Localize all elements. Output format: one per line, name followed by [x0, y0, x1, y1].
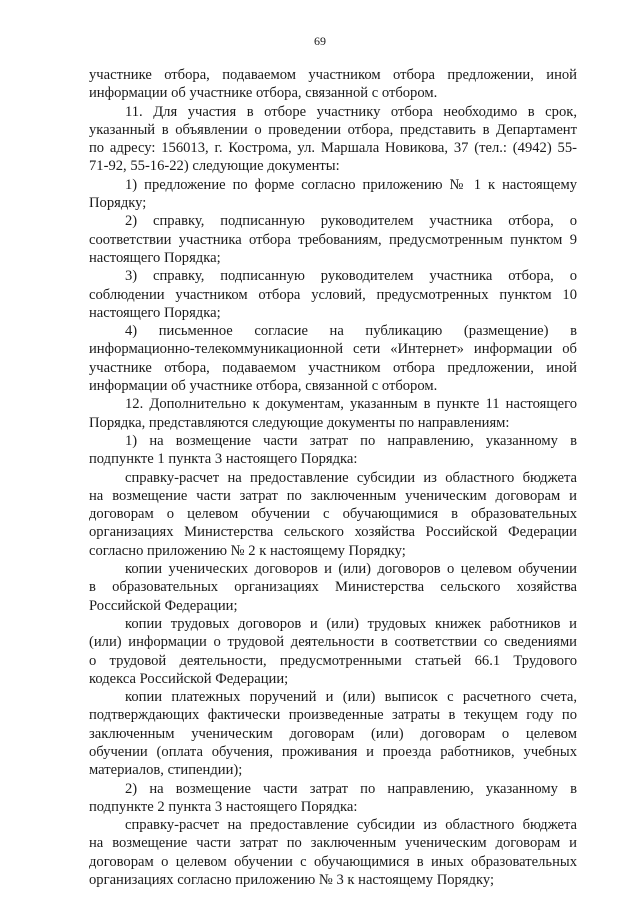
text-line: подпункте 2 пункта 3 настоящего Порядка:	[89, 798, 358, 815]
text-line: соответствии участника отбора требованиям, предусмотренным пунктом 9	[89, 231, 577, 248]
text-line: указанный в объявлении о проведении отбора, представить в Департамент	[89, 121, 577, 138]
text-line: 12. Дополнительно к документам, указанным в пункте 11 настоящего	[125, 396, 577, 413]
text-line: участнике отбора, подаваемом участником отбора предложении, иной	[89, 359, 577, 376]
text-line: согласно приложению № 2 к настоящему Порядку;	[89, 542, 406, 559]
text-line: информационно-телекоммуникационной сети «Интернет» информации об	[89, 341, 577, 358]
text-line: копии платежных поручений и (или) выписок с расчетного счета,	[125, 689, 577, 706]
text-line: по адресу: 156013, г. Кострома, ул. Маршала Новикова, 37 (тел.: (4942) 55-	[89, 140, 577, 157]
page-number: 69	[314, 34, 326, 48]
text-line: (или) информации о трудовой деятельности в соответствии со сведениями	[89, 634, 577, 651]
text-line: 71-92, 55-16-22) следующие документы:	[89, 158, 340, 175]
text-line: Российской Федерации;	[89, 597, 238, 614]
text-line: 1) предложение по форме согласно приложению № 1 к настоящему	[125, 176, 577, 193]
text-line: настоящего Порядка;	[89, 304, 221, 321]
text-line: договорам о целевом обучении с обучающимися в образовательных	[89, 506, 577, 523]
text-line: материалов, стипендии);	[89, 762, 243, 779]
text-line: 2) справку, подписанную руководителем участника отбора, о	[125, 213, 577, 230]
text-line: о трудовой деятельности, предусмотренными статьей 66.1 Трудового	[89, 652, 577, 669]
text-line: справку-расчет на предоставление субсидии из областного бюджета	[125, 817, 577, 834]
text-line: соблюдении участником отбора условий, предусмотренных пунктом 10	[89, 286, 577, 303]
text-line: подтверждающих фактически произведенные затраты в текущем году по	[89, 707, 577, 724]
text-line: 1) на возмещение части затрат по направлению, указанному в	[125, 432, 577, 449]
document-body	[89, 66, 577, 889]
text-line: обучении (оплата обучения, проживания и проезда работников, учебных	[89, 743, 577, 760]
text-line: организациях согласно приложению № 3 к настоящему Порядку;	[89, 872, 495, 889]
text-line: справку-расчет на предоставление субсидии из областного бюджета	[125, 469, 577, 486]
text-line: кодекса Российской Федерации;	[89, 670, 289, 687]
text-line: 2) на возмещение части затрат по направлению, указанному в	[125, 780, 577, 797]
text-line: договорам о целевом обучении с обучающимися в иных образовательных	[89, 853, 577, 870]
text-line: 11. Для участия в отборе участнику отбора необходимо в срок,	[125, 103, 577, 120]
text-line: информации об участнике отбора, связанной с отбором.	[89, 378, 438, 395]
text-line: на возмещение части затрат по заключенным ученическим договорам и	[89, 835, 577, 852]
text-line: информации об участнике отбора, связанной с отбором.	[89, 85, 438, 102]
text-line: заключенным ученическим договорам (или) договорам о целевом	[89, 725, 577, 742]
text-line: участнике отбора, подаваемом участником отбора предложении, иной	[89, 67, 577, 83]
text-line: Порядка, представляются следующие документы по направлениям:	[89, 414, 510, 431]
text-line: 4) письменное согласие на публикацию (размещение) в	[125, 323, 577, 340]
text-line: копии трудовых договоров и (или) трудовых книжек работников и	[125, 615, 577, 632]
text-line: в образовательных организациях Министерства сельского хозяйства	[89, 579, 577, 596]
text-line: Порядку;	[89, 195, 147, 212]
text-line: настоящего Порядка;	[89, 249, 221, 266]
text-line: копии ученических договоров и (или) договоров о целевом обучении	[125, 561, 577, 578]
text-line: на возмещение части затрат по заключенным ученическим договорам и	[89, 487, 577, 504]
text-line: 3) справку, подписанную руководителем участника отбора, о	[125, 268, 577, 285]
text-line: подпункте 1 пункта 3 настоящего Порядка:	[89, 451, 358, 468]
text-line: организациях Министерства сельского хозяйства Российской Федерации	[89, 524, 577, 541]
